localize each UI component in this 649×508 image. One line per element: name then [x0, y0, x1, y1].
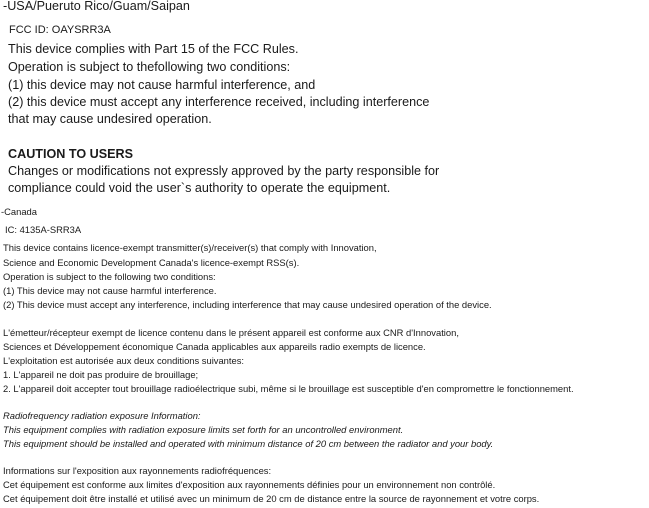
canada-en-line: (2) This device must accept any interference, including interference that may cause undesired operation of the device.: [3, 299, 492, 310]
fcc-line: Operation is subject to thefollowing two conditions:: [8, 60, 291, 74]
canada-fr-line: L'exploitation est autorisée aux deux conditions suivantes:: [3, 355, 245, 366]
fcc-id: FCC ID: OAYSRR3A: [9, 24, 111, 36]
fcc-line: This device complies with Part 15 of the FCC Rules.: [8, 42, 299, 56]
canada-fr-line: Sciences et Développement économique Canada applicables aux appareils radio exempts de licence.: [3, 341, 426, 352]
rf-en-line: This equipment should be installed and operated with minimum distance of 20 cm between the radiator and your body.: [3, 438, 494, 449]
usa-heading: -USA/Pueruto Rico/Guam/Saipan: [3, 0, 190, 13]
caution-line: compliance could void the user`s authority to operate the equipment.: [8, 181, 391, 195]
canada-en-line: Science and Economic Development Canada's licence-exempt RSS(s).: [3, 257, 300, 268]
ic-id: IC: 4135A-SRR3A: [5, 224, 82, 235]
fcc-line: that may cause undesired operation.: [8, 112, 212, 126]
canada-heading: -Canada: [1, 206, 37, 217]
canada-en-line: This device contains licence-exempt transmitter(s)/receiver(s) that comply with Innovation,: [3, 242, 377, 253]
canada-fr-line: L'émetteur/récepteur exempt de licence contenu dans le présent appareil est conforme aux CNR d'Innovation,: [3, 327, 459, 338]
rf-fr-line: Informations sur l'exposition aux rayonnements radiofréquences:: [3, 465, 272, 476]
canada-en-line: (1) This device may not cause harmful interference.: [3, 285, 217, 296]
canada-fr-line: 1. L'appareil ne doit pas produire de brouillage;: [3, 369, 199, 380]
caution-title: CAUTION TO USERS: [8, 147, 134, 161]
canada-fr-line: 2. L'appareil doit accepter tout brouillage radioélectrique subi, même si le brouillage est susceptible d'en compromettre le fonctionnement.: [3, 383, 574, 394]
fcc-line: (1) this device may not cause harmful interference, and: [8, 78, 316, 92]
rf-en-line: Radiofrequency radiation exposure Information:: [3, 410, 201, 421]
rf-fr-line: Cet équipement est conforme aux limites d'exposition aux rayonnements définies pour un environnement non contrôlé.: [3, 479, 496, 490]
canada-en-line: Operation is subject to the following two conditions:: [3, 271, 216, 282]
fcc-line: (2) this device must accept any interference received, including interference: [8, 95, 430, 109]
caution-line: Changes or modifications not expressly approved by the party responsible for: [8, 164, 440, 178]
rf-fr-line: Cet équipement doit être installé et utilisé avec un minimum de 20 cm de distance entre la source de rayonnement et votre corps.: [3, 493, 540, 504]
rf-en-line: This equipment complies with radiation exposure limits set forth for an uncontrolled environment.: [3, 424, 404, 435]
